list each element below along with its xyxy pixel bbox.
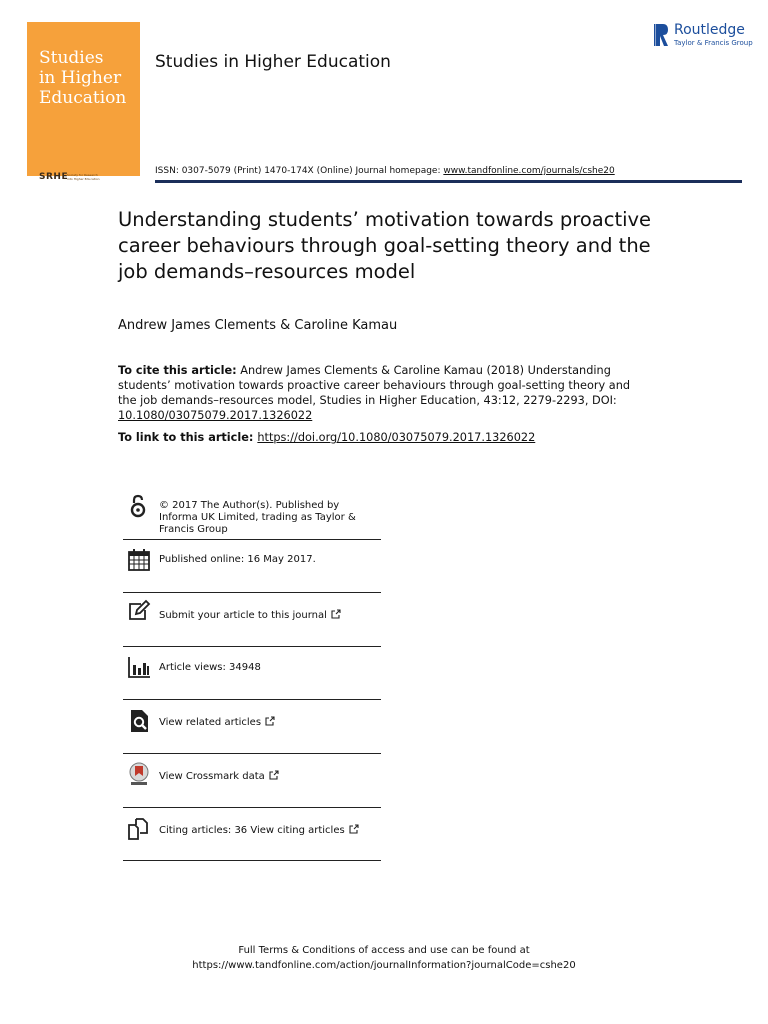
info-row-license	[123, 492, 381, 540]
article-doi-link[interactable]: https://doi.org/10.1080/03075079.2017.1326022	[257, 431, 536, 444]
edit-icon	[127, 599, 151, 623]
issn-text: ISSN: 0307-5079 (Print) 1470-174X (Online) Journal homepage:	[155, 166, 444, 176]
link-label: To link to this article:	[118, 431, 258, 444]
cite-label: To cite this article:	[118, 364, 237, 377]
journal-homepage-link[interactable]: www.tandfonline.com/journals/cshe20	[443, 166, 615, 176]
cite-text: Andrew James Clements & Caroline Kamau (2018) Understanding students’ motivation towards proactive career behaviours through goal-setting theory and the job demands–resources model, Studies in Higher Education, 43:12, 2279-2293, DOI:	[118, 364, 631, 407]
bar-chart-icon	[127, 655, 151, 679]
license-text: © 2017 The Author(s). Published by Informa UK Limited, trading as Taylor & Francis Group	[159, 500, 356, 535]
citing-articles-link[interactable]: Citing articles: 36 View citing articles	[159, 824, 381, 837]
search-document-icon	[127, 709, 151, 733]
info-row-crossmark[interactable]	[123, 754, 381, 808]
info-row-citing[interactable]	[123, 808, 381, 861]
info-row-published	[123, 540, 381, 593]
external-link-icon	[349, 824, 359, 834]
crossmark-icon	[127, 762, 151, 786]
article-views: Article views: 34948	[159, 662, 261, 673]
terms-url[interactable]: https://www.tandfonline.com/action/journalInformation?journalCode=cshe20	[192, 960, 576, 971]
external-link-icon	[269, 770, 279, 780]
terms-footer	[0, 943, 768, 973]
article-authors: Andrew James Clements & Caroline Kamau	[118, 318, 398, 333]
cover-srhe-logo: SRHE	[39, 172, 69, 182]
cite-doi-link[interactable]: 10.1080/03075079.2017.1326022	[118, 409, 313, 422]
publisher-subtitle: Taylor & Francis Group	[674, 39, 753, 47]
open-access-icon	[127, 494, 151, 518]
publisher-logo	[652, 20, 752, 50]
info-row-related[interactable]	[123, 700, 381, 754]
article-title: Understanding students’ motivation towards proactive career behaviours through goal-setting theory and the job demands–resources model	[118, 208, 652, 283]
related-articles-link[interactable]: View related articles	[159, 716, 381, 729]
external-link-icon	[265, 716, 275, 726]
submit-article-link[interactable]: Submit your article to this journal	[159, 609, 381, 622]
published-date: Published online: 16 May 2017.	[159, 554, 316, 565]
cover-title: Studies in Higher Education	[39, 48, 127, 108]
routledge-r-icon	[654, 22, 670, 48]
crossmark-link[interactable]: View Crossmark data	[159, 770, 381, 783]
article-link-line	[118, 431, 535, 444]
info-row-submit[interactable]	[123, 593, 381, 647]
journal-title: Studies in Higher Education	[155, 52, 391, 72]
article-info-list	[123, 492, 381, 861]
info-row-views	[123, 647, 381, 700]
citation-block	[118, 363, 638, 423]
external-link-icon	[331, 609, 341, 619]
calendar-icon	[127, 548, 151, 572]
citing-articles-icon	[127, 817, 151, 841]
header-divider	[155, 180, 742, 183]
journal-cover-image	[27, 22, 140, 182]
terms-line: Full Terms & Conditions of access and use can be found at	[238, 945, 530, 956]
issn-line	[155, 166, 615, 176]
publisher-name: Routledge	[674, 22, 745, 38]
cover-srhe-subtitle: Society for Research into Higher Education	[67, 173, 100, 181]
